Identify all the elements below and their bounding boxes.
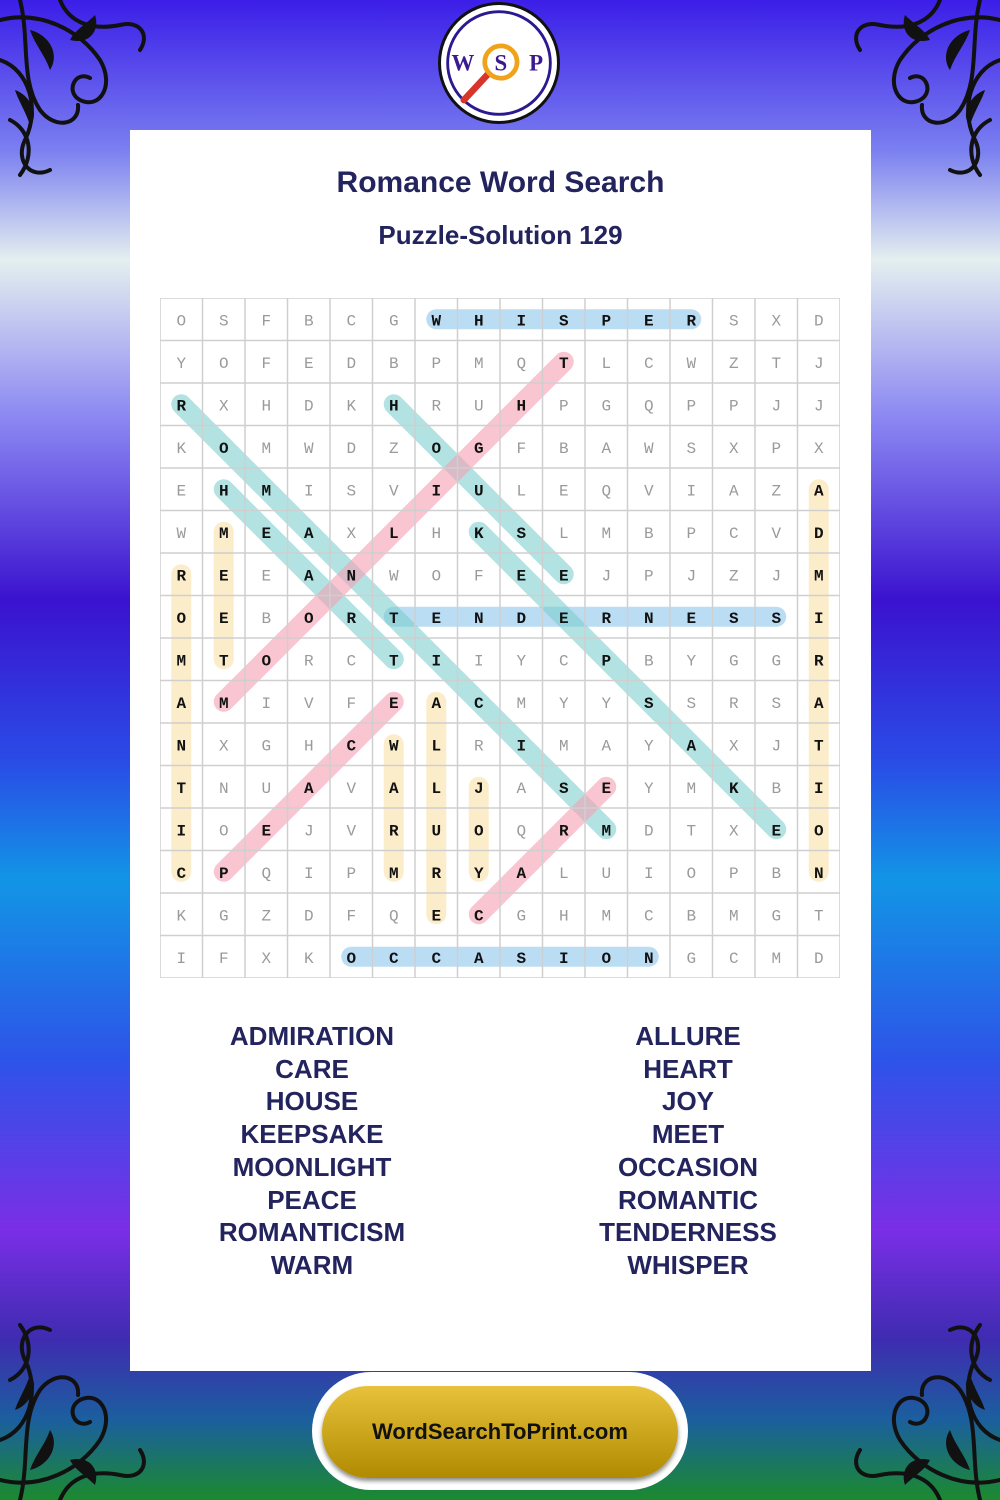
grid-cell-letter[interactable]: T	[218, 652, 229, 671]
site-logo[interactable]	[438, 2, 560, 124]
grid-cell-letter[interactable]: R	[303, 652, 314, 671]
grid-cell-letter[interactable]: E	[261, 567, 272, 586]
grid-cell-letter[interactable]: J	[813, 397, 824, 416]
grid-cell-letter[interactable]: S	[218, 312, 229, 331]
grid-cell-letter[interactable]: T	[686, 822, 697, 841]
word-list-item: ROMANTICISM	[218, 1217, 406, 1248]
grid-cell-letter[interactable]: W	[431, 312, 442, 331]
grid-cell-letter[interactable]: E	[558, 609, 569, 628]
grid-cell-letter[interactable]: L	[558, 864, 569, 883]
grid-cell-letter[interactable]: D	[643, 822, 654, 841]
grid-cell-letter[interactable]: E	[388, 694, 399, 713]
page-subtitle: Puzzle-Solution 129	[378, 220, 623, 250]
grid-cell-letter[interactable]: F	[261, 312, 272, 331]
grid-cell-letter[interactable]: F	[346, 907, 357, 926]
word-list-item: WHISPER	[627, 1249, 749, 1280]
grid-cell-letter[interactable]: C	[643, 354, 654, 373]
grid-cell-letter[interactable]: D	[813, 312, 824, 331]
grid-cell-letter[interactable]: D	[303, 907, 314, 926]
grid-cell-letter[interactable]: I	[813, 609, 824, 628]
grid-cell-letter[interactable]: M	[218, 524, 229, 543]
grid-cell-letter[interactable]: O	[218, 822, 229, 841]
grid-cell-letter[interactable]: A	[303, 524, 314, 543]
grid-cell-letter[interactable]: J	[771, 737, 782, 756]
word-list-item: PEACE	[267, 1184, 357, 1215]
grid-cell-letter[interactable]: E	[261, 822, 272, 841]
grid-cell-letter[interactable]: G	[473, 439, 484, 458]
grid-cell-letter[interactable]: J	[601, 567, 612, 586]
grid-cell-letter[interactable]: N	[218, 779, 229, 798]
grid-cell-letter[interactable]: I	[303, 482, 314, 501]
grid-cell-letter[interactable]: N	[473, 609, 484, 628]
grid-cell-letter[interactable]: E	[176, 482, 187, 501]
grid-cell-letter[interactable]: M	[601, 822, 612, 841]
grid-cell-letter[interactable]: P	[558, 397, 569, 416]
grid-cell-letter[interactable]: W	[686, 354, 697, 373]
grid-cell-letter[interactable]: G	[601, 397, 612, 416]
grid-cell-letter[interactable]: N	[643, 949, 654, 968]
grid-cell-letter[interactable]: A	[516, 779, 527, 798]
grid-cell-letter[interactable]: S	[558, 312, 569, 331]
grid-cell-letter[interactable]: I	[558, 949, 569, 968]
grid-cell-letter[interactable]: M	[176, 652, 187, 671]
grid-cell-letter[interactable]: B	[771, 864, 782, 883]
grid-cell-letter[interactable]: X	[728, 822, 739, 841]
grid-cell-letter[interactable]: A	[728, 482, 739, 501]
grid-cell-letter[interactable]: M	[388, 864, 399, 883]
word-list-item: MOONLIGHT	[232, 1151, 392, 1182]
word-list-item: HOUSE	[265, 1086, 359, 1117]
word-list-left	[192, 1020, 432, 1282]
grid-cell-letter[interactable]: H	[473, 312, 484, 331]
grid-cell-letter[interactable]: C	[643, 907, 654, 926]
logo-letter-s: S	[494, 50, 508, 76]
grid-cell-letter[interactable]: Q	[601, 482, 612, 501]
grid-cell-letter[interactable]: Q	[261, 864, 272, 883]
grid-cell-letter[interactable]: L	[516, 482, 527, 501]
grid-cell-letter[interactable]: V	[771, 524, 782, 543]
grid-cell-letter[interactable]: R	[176, 567, 187, 586]
grid-cell-letter[interactable]: S	[516, 524, 527, 543]
grid-cell-letter[interactable]: P	[771, 439, 782, 458]
grid-cell-letter[interactable]: Y	[686, 652, 697, 671]
logo-letter-p: P	[529, 50, 544, 76]
grid-cell-letter[interactable]: W	[388, 737, 399, 756]
grid-cell-letter[interactable]: U	[473, 397, 484, 416]
grid-cell-letter[interactable]: B	[686, 907, 697, 926]
grid-cell-letter[interactable]: G	[686, 949, 697, 968]
word-list-item: TENDERNESS	[599, 1217, 777, 1248]
grid-cell-letter[interactable]: Z	[261, 907, 272, 926]
grid-cell-letter[interactable]: E	[218, 567, 229, 586]
word-list-item: KEEPSAKE	[240, 1119, 384, 1150]
grid-cell-letter[interactable]: J	[473, 779, 484, 798]
grid-cell-letter[interactable]: Z	[771, 482, 782, 501]
grid-cell-letter[interactable]: S	[771, 609, 782, 628]
grid-cell-letter[interactable]: X	[813, 439, 824, 458]
grid-cell-letter[interactable]: P	[686, 397, 697, 416]
grid-cell-letter[interactable]: C	[728, 524, 739, 543]
grid-cell-letter[interactable]: B	[303, 312, 314, 331]
grid-cell-letter[interactable]: T	[813, 737, 824, 756]
grid-cell-letter[interactable]: D	[516, 609, 527, 628]
grid-cell-letter[interactable]: I	[473, 652, 484, 671]
grid-cell-letter[interactable]: K	[303, 949, 314, 968]
logo-letter-w: W	[451, 50, 475, 76]
grid-cell-letter[interactable]: O	[261, 652, 272, 671]
grid-cell-letter[interactable]: A	[303, 779, 314, 798]
grid-cell-letter[interactable]: M	[813, 567, 824, 586]
grid-cell-letter[interactable]: M	[261, 439, 272, 458]
grid-cell-letter[interactable]: J	[771, 397, 782, 416]
grid-cell-letter[interactable]: B	[558, 439, 569, 458]
grid-cell-letter[interactable]: Y	[473, 864, 484, 883]
grid-cell-letter[interactable]: T	[771, 354, 782, 373]
grid-cell-letter[interactable]: P	[346, 864, 357, 883]
grid-cell-letter[interactable]: M	[771, 949, 782, 968]
grid-cell-letter[interactable]: R	[473, 737, 484, 756]
grid-cell-letter[interactable]: I	[686, 482, 697, 501]
grid-cell-letter[interactable]: E	[601, 779, 612, 798]
word-list-item: HEART	[643, 1053, 733, 1084]
grid-cell-letter[interactable]: C	[346, 312, 357, 331]
grid-cell-letter[interactable]: C	[346, 652, 357, 671]
grid-cell-letter[interactable]: M	[516, 694, 527, 713]
puzzle-card	[130, 130, 871, 1371]
grid-cell-letter[interactable]: P	[728, 864, 739, 883]
grid-cell-letter[interactable]: C	[346, 737, 357, 756]
grid-cell-letter[interactable]: B	[388, 354, 399, 373]
grid-cell-letter[interactable]: A	[813, 694, 824, 713]
grid-cell-letter[interactable]: V	[346, 822, 357, 841]
word-search-grid-svg	[160, 298, 840, 978]
grid-cell-letter[interactable]: H	[388, 397, 399, 416]
grid-cell-letter[interactable]: C	[473, 907, 484, 926]
grid-cell-letter[interactable]: E	[431, 907, 442, 926]
grid-cell-letter[interactable]: L	[388, 524, 399, 543]
grid-cell-letter[interactable]: Q	[643, 397, 654, 416]
grid-cell-letter[interactable]: F	[473, 567, 484, 586]
grid-cell-letter[interactable]: W	[176, 524, 187, 543]
grid-cell-letter[interactable]: Y	[516, 652, 527, 671]
grid-cell-letter[interactable]: M	[218, 694, 229, 713]
grid-cell-letter[interactable]: M	[558, 737, 569, 756]
grid-cell-letter[interactable]: N	[643, 609, 654, 628]
grid-cell-letter[interactable]: I	[261, 694, 272, 713]
grid-cell-letter[interactable]: A	[388, 779, 399, 798]
grid-cell-letter[interactable]: K	[346, 397, 357, 416]
grid-cell-letter[interactable]: J	[771, 567, 782, 586]
grid-cell-letter[interactable]: R	[176, 397, 187, 416]
grid-cell-letter[interactable]: E	[303, 354, 314, 373]
grid-cell-letter[interactable]: A	[176, 694, 187, 713]
grid-cell-letter[interactable]: M	[601, 907, 612, 926]
grid-cell-letter[interactable]: O	[473, 822, 484, 841]
grid-cell-letter[interactable]: Z	[728, 354, 739, 373]
grid-cell-letter[interactable]: R	[346, 609, 357, 628]
grid-cell-letter[interactable]: S	[346, 482, 357, 501]
grid-cell-letter[interactable]: O	[601, 949, 612, 968]
grid-cell-letter[interactable]: B	[771, 779, 782, 798]
grid-cell-letter[interactable]: V	[303, 694, 314, 713]
grid-cell-letter[interactable]: L	[558, 524, 569, 543]
grid-cell-letter[interactable]: G	[771, 907, 782, 926]
grid-cell-letter[interactable]: T	[813, 907, 824, 926]
grid-cell-letter[interactable]: J	[686, 567, 697, 586]
grid-cell-letter[interactable]: G	[388, 312, 399, 331]
grid-cell-letter[interactable]: W	[388, 567, 399, 586]
grid-cell-letter[interactable]: G	[771, 652, 782, 671]
grid-cell-letter[interactable]: C	[728, 949, 739, 968]
grid-cell-letter[interactable]: S	[686, 694, 697, 713]
grid-cell-letter[interactable]: Z	[388, 439, 399, 458]
grid-cell-letter[interactable]: T	[388, 609, 399, 628]
word-search-grid	[160, 298, 840, 978]
grid-cell-letter[interactable]: P	[218, 864, 229, 883]
grid-cell-letter[interactable]: U	[601, 864, 612, 883]
grid-cell-letter[interactable]: P	[728, 397, 739, 416]
grid-cell-letter[interactable]: U	[431, 822, 442, 841]
grid-cell-letter[interactable]: O	[813, 822, 824, 841]
word-list-item: OCCASION	[617, 1151, 759, 1182]
grid-cell-letter[interactable]: B	[261, 609, 272, 628]
grid-cell-letter[interactable]: F	[346, 694, 357, 713]
grid-cell-letter[interactable]: K	[176, 439, 187, 458]
grid-cell-letter[interactable]: I	[516, 312, 527, 331]
word-list-item: CARE	[275, 1053, 349, 1084]
grid-cell-letter[interactable]: D	[346, 354, 357, 373]
grid-cell-letter[interactable]: X	[346, 524, 357, 543]
grid-cell-letter[interactable]: X	[218, 737, 229, 756]
grid-cell-letter[interactable]: E	[261, 524, 272, 543]
grid-cell-letter[interactable]: A	[601, 439, 612, 458]
grid-cell-letter[interactable]: I	[176, 822, 187, 841]
grid-cell-letter[interactable]: X	[261, 949, 272, 968]
grid-cell-letter[interactable]: A	[601, 737, 612, 756]
grid-cell-letter[interactable]: E	[218, 609, 229, 628]
grid-cell-letter[interactable]: P	[643, 567, 654, 586]
grid-cell-letter[interactable]: E	[558, 482, 569, 501]
grid-cell-letter[interactable]: E	[516, 567, 527, 586]
grid-cell-letter[interactable]: A	[813, 482, 824, 501]
grid-cell-letter[interactable]: C	[558, 652, 569, 671]
grid-cell-letter[interactable]: D	[813, 949, 824, 968]
word-list-item: MEET	[651, 1119, 725, 1150]
grid-cell-letter[interactable]: M	[473, 354, 484, 373]
grid-cell-letter[interactable]: F	[218, 949, 229, 968]
website-badge	[312, 1372, 688, 1490]
grid-cell-letter[interactable]: S	[516, 949, 527, 968]
grid-cell-letter[interactable]: Z	[728, 567, 739, 586]
grid-cell-letter[interactable]: O	[218, 354, 229, 373]
grid-cell-letter[interactable]: I	[431, 482, 442, 501]
grid-cell-letter[interactable]: B	[643, 524, 654, 543]
grid-cell-letter[interactable]: O	[218, 439, 229, 458]
grid-cell-letter[interactable]: J	[813, 354, 824, 373]
grid-cell-letter[interactable]: S	[558, 779, 569, 798]
grid-cell-letter[interactable]: A	[473, 949, 484, 968]
grid-cell-letter[interactable]: F	[261, 354, 272, 373]
website-button[interactable]: WordSearchToPrint.com	[322, 1386, 678, 1478]
grid-cell-letter[interactable]: H	[303, 737, 314, 756]
grid-cell-letter[interactable]: Q	[516, 822, 527, 841]
grid-cell-letter[interactable]: M	[686, 779, 697, 798]
grid-cell-letter[interactable]: D	[346, 439, 357, 458]
grid-cell-letter[interactable]: Q	[516, 354, 527, 373]
grid-cell-letter[interactable]: S	[728, 609, 739, 628]
grid-cell-letter[interactable]: C	[473, 694, 484, 713]
word-list-item: ADMIRATION	[229, 1021, 395, 1051]
grid-cell-letter[interactable]: Y	[643, 737, 654, 756]
grid-cell-letter[interactable]: T	[558, 354, 569, 373]
grid-cell-letter[interactable]: A	[303, 567, 314, 586]
grid-cell-letter[interactable]: R	[686, 312, 697, 331]
grid-cell-letter[interactable]: S	[771, 694, 782, 713]
grid-cell-letter[interactable]: D	[303, 397, 314, 416]
grid-cell-letter[interactable]: Q	[388, 907, 399, 926]
grid-cell-letter[interactable]: M	[728, 907, 739, 926]
grid-cell-letter[interactable]: Y	[176, 354, 187, 373]
grid-cell-letter[interactable]: M	[601, 524, 612, 543]
grid-cell-letter[interactable]: X	[728, 737, 739, 756]
grid-cell-letter[interactable]: D	[813, 524, 824, 543]
grid-cell-letter[interactable]: H	[218, 482, 229, 501]
grid-cell-letter[interactable]: U	[261, 779, 272, 798]
grid-cell-letter[interactable]: N	[346, 567, 357, 586]
grid-cell-letter[interactable]: S	[728, 312, 739, 331]
grid-cell-letter[interactable]: N	[813, 864, 824, 883]
grid-cell-letter[interactable]: L	[431, 779, 442, 798]
grid-cell-letter[interactable]: H	[516, 397, 527, 416]
grid-cell-letter[interactable]: C	[388, 949, 399, 968]
grid-cell-letter[interactable]: G	[516, 907, 527, 926]
grid-cell-letter[interactable]: P	[431, 354, 442, 373]
grid-cell-letter[interactable]: K	[473, 524, 484, 543]
grid-cell-letter[interactable]: E	[643, 312, 654, 331]
grid-cell-letter[interactable]: V	[643, 482, 654, 501]
grid-cell-letter[interactable]: T	[388, 652, 399, 671]
grid-cell-letter[interactable]: Y	[558, 694, 569, 713]
grid-cell-letter[interactable]: I	[516, 737, 527, 756]
grid-cell-letter[interactable]: X	[728, 439, 739, 458]
grid-cell-letter[interactable]: O	[176, 312, 187, 331]
grid-cell-letter[interactable]: K	[728, 779, 739, 798]
grid-cell-letter[interactable]: O	[303, 609, 314, 628]
word-list-item: ROMANTIC	[617, 1184, 759, 1215]
grid-cell-letter[interactable]: N	[176, 737, 187, 756]
grid-cell-letter[interactable]: K	[176, 907, 187, 926]
grid-cell-letter[interactable]: R	[728, 694, 739, 713]
grid-cell-letter[interactable]: E	[771, 822, 782, 841]
grid-cell-letter[interactable]: W	[643, 439, 654, 458]
grid-cell-letter[interactable]: O	[686, 864, 697, 883]
grid-cell-letter[interactable]: M	[261, 482, 272, 501]
grid-cell-letter[interactable]: I	[303, 864, 314, 883]
grid-cell-letter[interactable]: G	[261, 737, 272, 756]
grid-cell-letter[interactable]: E	[431, 609, 442, 628]
grid-cell-letter[interactable]: Y	[601, 694, 612, 713]
grid-cell-letter[interactable]: X	[218, 397, 229, 416]
grid-cell-letter[interactable]: I	[813, 779, 824, 798]
grid-cell-letter[interactable]: C	[176, 864, 187, 883]
grid-cell-letter[interactable]: I	[643, 864, 654, 883]
grid-cell-letter[interactable]: E	[686, 609, 697, 628]
grid-cell-letter[interactable]: H	[431, 524, 442, 543]
grid-cell-letter[interactable]: Y	[643, 779, 654, 798]
grid-cell-letter[interactable]: L	[601, 354, 612, 373]
word-list-item: ALLURE	[635, 1021, 741, 1051]
grid-cell-letter[interactable]: F	[516, 439, 527, 458]
grid-cell-letter[interactable]: R	[431, 864, 442, 883]
grid-cell-letter[interactable]: P	[601, 652, 612, 671]
grid-cell-letter[interactable]: A	[516, 864, 527, 883]
grid-cell-letter[interactable]: P	[601, 312, 612, 331]
grid-cell-letter[interactable]: R	[558, 822, 569, 841]
grid-cell-letter[interactable]: A	[686, 737, 697, 756]
grid-cell-letter[interactable]: W	[303, 439, 314, 458]
grid-cell-letter[interactable]: L	[431, 737, 442, 756]
grid-cell-letter[interactable]: E	[558, 567, 569, 586]
grid-cell-letter[interactable]: H	[261, 397, 272, 416]
grid-cell-letter[interactable]: S	[643, 694, 654, 713]
grid-cell-letter[interactable]: R	[388, 822, 399, 841]
word-list-item: JOY	[661, 1086, 715, 1117]
word-list-right	[568, 1020, 808, 1282]
grid-cell-letter[interactable]: I	[431, 652, 442, 671]
grid-cell-letter[interactable]: G	[218, 907, 229, 926]
grid-cell-letter[interactable]: T	[176, 779, 187, 798]
grid-cell-letter[interactable]: H	[558, 907, 569, 926]
grid-cell-letter[interactable]: G	[728, 652, 739, 671]
grid-cell-letter[interactable]: O	[431, 439, 442, 458]
grid-cell-letter[interactable]: O	[431, 567, 442, 586]
grid-cell-letter[interactable]: V	[346, 779, 357, 798]
grid-cell-letter[interactable]: R	[431, 397, 442, 416]
grid-cell-letter[interactable]: V	[388, 482, 399, 501]
page-title: Romance Word Search	[336, 166, 665, 199]
grid-cell-letter[interactable]: J	[303, 822, 314, 841]
word-list-item: WARM	[270, 1249, 354, 1280]
grid-cell-letter[interactable]: R	[601, 609, 612, 628]
grid-cell-letter[interactable]: I	[176, 949, 187, 968]
grid-cell-letter[interactable]: R	[813, 652, 824, 671]
grid-cell-letter[interactable]: O	[176, 609, 187, 628]
grid-cell-letter[interactable]: A	[431, 694, 442, 713]
grid-cell-letter[interactable]: O	[346, 949, 357, 968]
grid-cell-letter[interactable]: X	[771, 312, 782, 331]
grid-cell-letter[interactable]: S	[686, 439, 697, 458]
grid-cell-letter[interactable]: P	[686, 524, 697, 543]
grid-cell-letter[interactable]: B	[643, 652, 654, 671]
grid-cell-letter[interactable]: U	[473, 482, 484, 501]
grid-cell-letter[interactable]: C	[431, 949, 442, 968]
